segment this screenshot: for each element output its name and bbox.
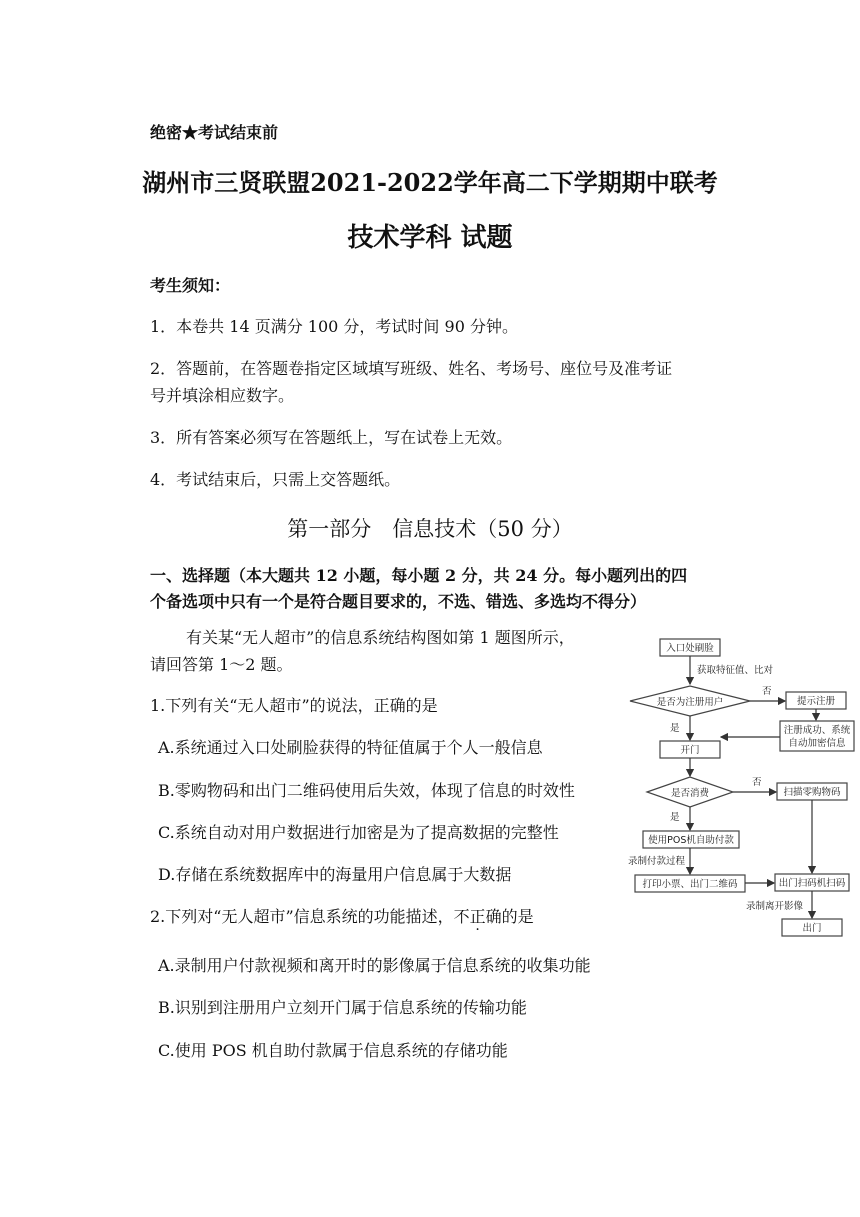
flow-no-2: 否 [752,777,762,788]
flow-scan-zero: 扫描零购物码 [783,787,841,798]
intro-text-cont: 请回答第 1～2 题。 [150,655,293,674]
q2-option-a: A.录制用户付款视频和离开时的影像属于信息系统的收集功能 [158,956,591,975]
flow-record-pay: 录制付款过程 [628,856,686,867]
flow-consume-label: 是否消费 [670,788,710,799]
flow-register-ok-1: 注册成功、系统 [783,725,851,736]
exam-subtitle: 技术学科 试题 [347,223,513,253]
flow-registered-label: 是否为注册用户 [656,697,724,708]
section-heading: 一、选择题（本大题共 12 小题，每小题 2 分，共 24 分。每小题列出的四 [150,566,688,585]
flow-print-receipt: 打印小票、出门二维码 [642,879,738,890]
flow-exit-scan: 出门扫码机扫码 [778,878,846,889]
question-1-stem: 1.下列有关“无人超市”的说法，正确的是 [150,696,438,715]
q1-option-c: C.系统自动对用户数据进行加密是为了提高数据的完整性 [158,823,559,842]
flow-yes-1: 是 [670,723,680,734]
flow-pos-pay: 使用POS机自助付款 [648,835,734,846]
flow-yes-2: 是 [670,812,680,823]
flow-get-features: 获取特征值、比对 [697,665,774,676]
q2-option-b: B.识别到注册用户立刻开门属于信息系统的传输功能 [158,998,527,1017]
q2-stem-post: 的是 [501,907,534,926]
q1-option-a: A.系统通过入口处刷脸获得的特征值属于个人一般信息 [158,738,543,757]
notice-item: 4．考试结束后，只需上交答题纸。 [150,470,401,489]
flow-no-1: 否 [762,686,772,697]
q2-option-c: C.使用 POS 机自助付款属于信息系统的存储功能 [158,1041,508,1060]
notice-heading: 考生须知： [150,276,231,295]
flow-open-door: 开门 [680,745,700,756]
q2-stem-emphasis: 不正确 [453,907,502,926]
q2-stem-pre: 2.下列对“无人超市”信息系统的功能描述， [150,907,454,926]
flow-register-ok-2: 自动加密信息 [788,738,846,749]
flow-prompt-register: 提示注册 [796,696,836,707]
question-2-stem [150,906,534,928]
flow-exit: 出门 [802,923,822,934]
q1-option-d: D.存储在系统数据库中的海量用户信息属于大数据 [158,865,512,884]
flow-record-leave: 录制离开影像 [746,901,804,912]
q1-option-b: B.零购物码和出门二维码使用后失效，体现了信息的时效性 [158,781,575,800]
notice-item: 号并填涂相应数字。 [150,386,295,405]
intro-text: 有关某“无人超市”的信息系统结构图如第 1 题图所示， [186,628,575,647]
section-heading-cont: 个备选项中只有一个是符合题目要求的，不选、错选、多选均不得分） [150,592,647,611]
part-title: 第一部分 信息技术（50 分） [287,517,573,541]
flow-entry-label: 入口处刷脸 [666,643,714,654]
exam-title: 湖州市三贤联盟2021-2022学年高二下学期期中联考 [142,168,718,197]
confidential-mark: 绝密★考试结束前 [150,123,279,142]
notice-item: 3．所有答案必须写在答题纸上，写在试卷上无效。 [150,428,513,447]
notice-item: 2．答题前，在答题卷指定区域填写班级、姓名、考场号、座位号及准考证 [150,359,673,378]
flowchart-figure [620,630,860,945]
notice-item: 1．本卷共 14 页满分 100 分，考试时间 90 分钟。 [150,317,518,336]
